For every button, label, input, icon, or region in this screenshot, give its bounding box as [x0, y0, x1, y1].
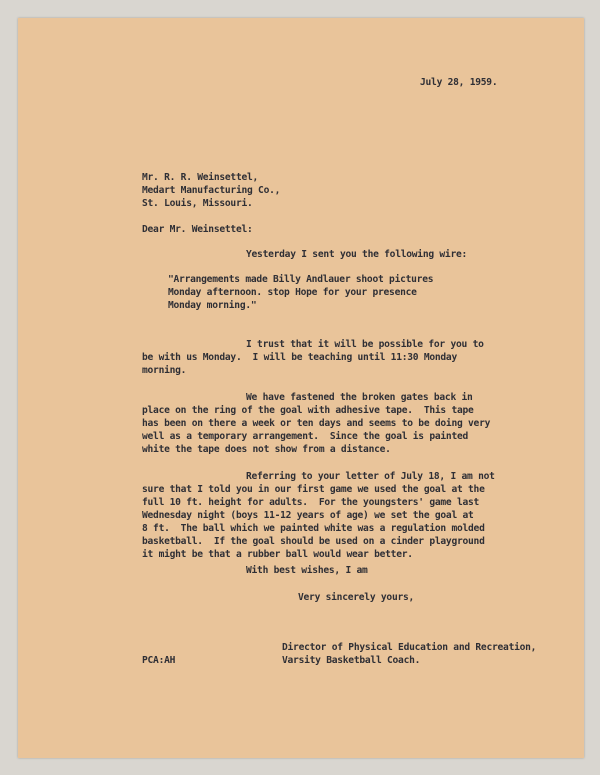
recipient-company: Medart Manufacturing Co., — [142, 185, 281, 196]
paragraph-line: sure that I told you in our first game we used the goal at the — [142, 484, 485, 495]
paragraph-line: We have fastened the broken gates back in — [246, 392, 473, 403]
closing-wishes: With best wishes, I am — [246, 565, 368, 576]
letter-body — [18, 18, 584, 758]
paragraph-2 — [142, 391, 490, 456]
signature-title-2: Varsity Basketball Coach. — [282, 655, 421, 666]
letter-date: July 28, 1959. — [420, 77, 498, 88]
paragraph-line: it might be that a rubber ball would wear better. — [142, 549, 413, 560]
paragraph-1 — [142, 338, 484, 377]
wire-line: "Arrangements made Billy Andlauer shoot pictures — [168, 274, 434, 285]
paragraph-line: morning. — [142, 365, 187, 376]
paragraph-line: white the tape does not show from a distance. — [142, 444, 391, 455]
paragraph-line: place on the ring of the goal with adhesive tape. This tape — [142, 405, 474, 416]
paragraph-line: has been on there a week or ten days and seems to be doing very — [142, 418, 491, 429]
recipient-name: Mr. R. R. Weinsettel, — [142, 172, 259, 183]
letter-paper — [18, 18, 584, 758]
paragraph-line: basketball. If the goal should be used on a cinder playground — [142, 536, 485, 547]
salutation: Dear Mr. Weinsettel: — [142, 224, 253, 235]
wire-line: Monday afternoon. stop Hope for your presence — [168, 287, 417, 298]
signature-title-1: Director of Physical Education and Recreation, — [282, 642, 537, 653]
wire-line: Monday morning." — [168, 300, 257, 311]
paragraph-line: 8 ft. The ball which we painted white was a regulation molded — [142, 523, 485, 534]
complimentary-close: Very sincerely yours, — [298, 592, 415, 603]
paragraph-line: be with us Monday. I will be teaching until 11:30 Monday — [142, 352, 457, 363]
paragraph-line: Wednesday night (boys 11-12 years of age) we set the goal at — [142, 510, 474, 521]
paragraph-line: full 10 ft. height for adults. For the youngsters' game last — [142, 497, 480, 508]
paragraph-3 — [142, 470, 495, 561]
typist-initials: PCA:AH — [142, 655, 176, 666]
paragraph-line: well as a temporary arrangement. Since the goal is painted — [142, 431, 469, 442]
paragraph-line: Referring to your letter of July 18, I am not — [246, 471, 495, 482]
wire-quote — [168, 273, 433, 312]
wire-intro: Yesterday I sent you the following wire: — [246, 249, 468, 260]
recipient-city: St. Louis, Missouri. — [142, 198, 253, 209]
paragraph-line: I trust that it will be possible for you to — [246, 339, 484, 350]
